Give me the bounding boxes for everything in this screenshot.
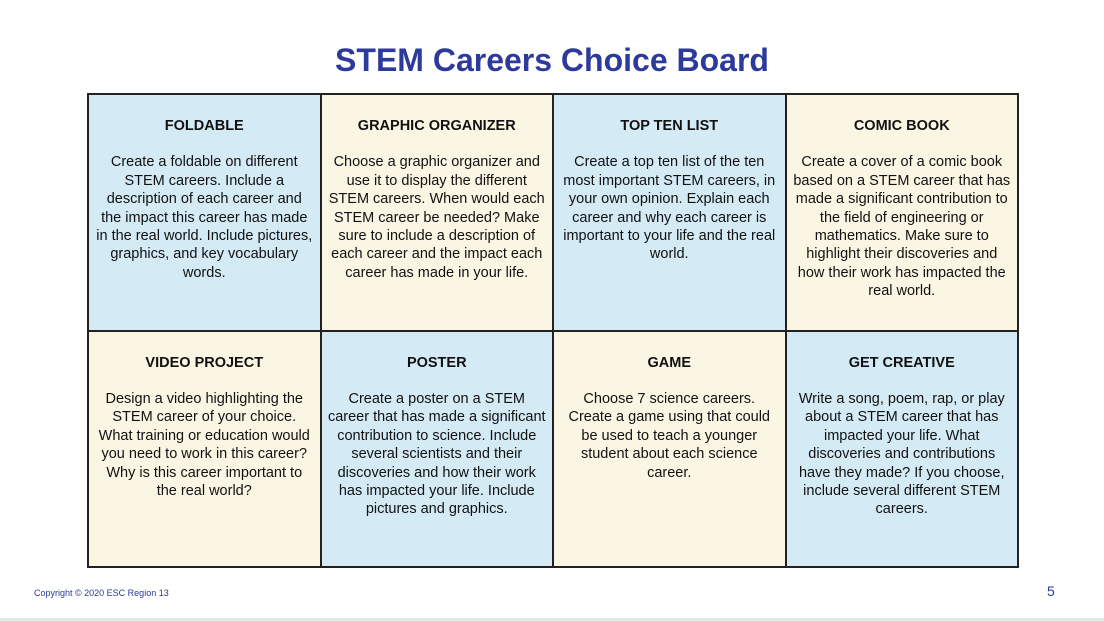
cell-title: FOLDABLE	[164, 118, 244, 134]
slide-title: STEM Careers Choice Board	[335, 42, 769, 78]
board-cell-video-project	[88, 331, 321, 568]
cell-body: Create a poster on a STEM career that has made a significant contribution to science. Include several scientists and their discoveries and how their work has impacted your life. Include pictures and graphics.	[327, 390, 546, 518]
cell-body: Create a cover of a comic book based on a STEM career that has made a significant contribution to the field of engineering or mathematics. Make sure to highlight their discoveries and how their work has impacted the real world.	[793, 154, 1011, 300]
cell-title: GAME	[647, 354, 691, 371]
board-cell-comic-book	[786, 94, 1019, 331]
board-cell-game	[553, 331, 786, 568]
board-cell-foldable	[88, 94, 321, 331]
cell-body: Choose 7 science careers. Create a game using that could be used to teach a younger student about each science career.	[568, 390, 770, 481]
cell-body: Create a top ten list of the ten most important STEM careers, in your own opinion. Explain each career and why each career is important to your life and the real world.	[563, 154, 776, 263]
cell-title: GET CREATIVE	[848, 354, 955, 371]
cell-body: Create a foldable on different STEM careers. Include a description of each career and the impact this career has made in the real world. Include pictures, graphics, and key vocabulary words.	[96, 154, 313, 281]
cell-title: GRAPHIC ORGANIZER	[357, 118, 516, 134]
board-cell-top-ten-list	[553, 94, 786, 331]
cell-body: Write a song, poem, rap, or play about a STEM career that has impacted your life. What discoveries and contributions have they made? If you choose, include several different STEM careers.	[798, 390, 1005, 518]
cell-title: POSTER	[406, 354, 467, 371]
board-cell-poster	[321, 331, 554, 568]
copyright-notice: Copyright © 2020 ESC Region 13	[34, 588, 169, 598]
page-number: 5	[1047, 583, 1055, 599]
board-cell-get-creative	[786, 331, 1019, 568]
cell-title: COMIC BOOK	[853, 118, 950, 134]
cell-body: Choose a graphic organizer and use it to display the different STEM careers. When would each STEM career be needed? Make sure to include a description of each career and the impact each career has made in your life.	[328, 154, 545, 281]
choice-board	[87, 93, 1019, 568]
board-cell-graphic-organizer	[321, 94, 554, 331]
cell-title: VIDEO PROJECT	[145, 354, 264, 371]
cell-body: Design a video highlighting the STEM career of your choice. What training or education would you need to work in this career? Why is this career important to the real world?	[98, 390, 310, 499]
cell-title: TOP TEN LIST	[620, 118, 719, 134]
